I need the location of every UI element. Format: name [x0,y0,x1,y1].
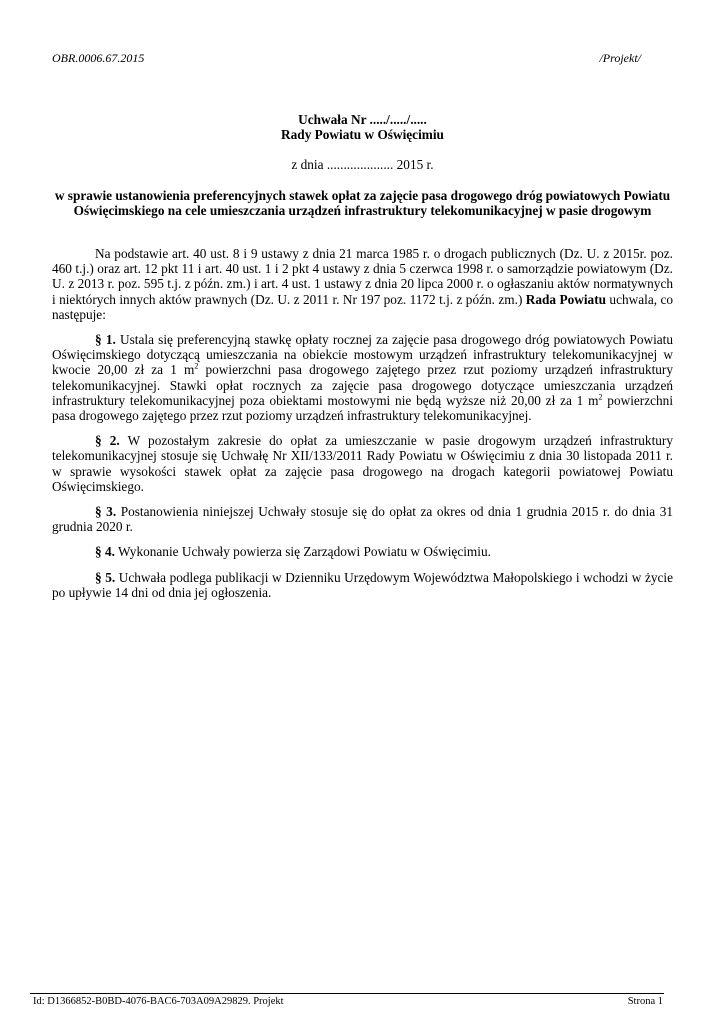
document-reference: OBR.0006.67.2015 [52,51,145,65]
footer-document-id: Id: D1366852-B0BD-4076-BAC6-703A09A29829. Projekt [33,996,284,1007]
resolution-date: z dnia .................... 2015 r. [291,157,434,172]
preamble [52,246,673,322]
preamble-text: Na podstawie art. 40 ust. 8 i 9 ustawy z dnia 21 marca 1985 r. o drogach publicznych (Dz. U. z 2015r. poz. 460 t.j.) oraz art. 12 pkt 11 i art. 40 ust. 1 i 2 pkt 4 ustawy z dnia 5 czerwca 1998 r. o samorządzie powiatowym (Dz. U. z 2013 r. poz. 595 t.j. z późn. zm.) i art. 4 ust. 1 ustawy z dnia 20 lipca 2000 r. o ogłaszaniu aktów normatywnych i niektórych innych aktów prawnych (Dz. U. z 2011 r. Nr 197 poz. 1172 t.j. z późn. zm.) [52,246,673,307]
document-status: /Projekt/ [599,51,641,65]
section-2 [52,433,673,494]
section-5 [52,570,673,600]
section-3 [52,504,673,534]
section-3-text: Postanowienia niniejszej Uchwały stosuje się do opłat za okres od dnia 1 grudnia 2015 r. do dnia 31 grudnia 2020 r. [52,504,673,535]
section-2-label: § 2. [95,433,120,449]
preamble-bold: Rada Powiatu [525,291,607,307]
section-4-label: § 4. [95,544,115,560]
section-4-text: Wykonanie Uchwały powierza się Zarządowi Powiatu w Oświęcimiu. [118,544,491,560]
section-1 [52,332,673,423]
section-2-text: W pozostałym zakresie do opłat za umieszczanie w pasie drogowym urządzeń infrastruktury telekomunikacyjnej stosuje się Uchwałę Nr XII/133/2011 Rady Powiatu w Oświęcimiu z dnia 30 listopada 2011 r. w sprawie wysokości stawek opłat za zajęcie pasa drogowego na drogach kategorii powiatowej Powiatu Oświęcimskiego. [52,433,673,494]
footer-divider [30,993,664,994]
section-1-label: § 1. [95,332,116,348]
footer-page-number: Strona 1 [627,996,663,1007]
section-5-text: Uchwała podlega publikacji w Dzienniku Urzędowym Województwa Małopolskiego i wchodzi w życie po upływie 14 dni od dnia jej ogłoszenia. [52,569,673,600]
section-1-text-c: powierzchni pasa drogowego zajętego przez rzut poziomy urządzeń infrastruktury telekomunikacyjnej. [52,392,674,424]
section-1-sup-a: 2 [194,362,199,371]
section-3-label: § 3. [95,504,117,520]
resolution-number: Uchwała Nr ...../...../..... [298,112,427,127]
document-body [52,246,673,610]
section-1-text-b: powierzchni pasa drogowego zajętego przez rzut poziomy urządzeń infrastruktury telekomunikacyjnej. Stawki opłat rocznych za zajęcie pasa drogowego dotyczące umieszczania urządzeń infrastruktury telekomunikacyjnej poza obiektami mostowymi nie będą wyższe niż 20,00 zł za 1 m [52,362,674,408]
resolution-authority: Rady Powiatu w Oświęcimiu [281,127,444,142]
section-1-text-a: Ustala się preferencyjną stawkę opłaty rocznej za zajęcie pasa drogowego dróg powiatowych Powiatu Oświęcimskiego dotyczącą umieszczania na obiekcie mostowym urządzeń infrastruktury telekomunikacyjnej w kwocie 20,00 zł za 1 m [52,332,674,378]
preamble-tail: uchwala, co następuje: [52,291,673,322]
section-4 [52,544,673,559]
section-5-label: § 5. [95,569,116,585]
section-1-sup-b: 2 [598,392,603,402]
resolution-subject: w sprawie ustanowienia preferencyjnych stawek opłat za zajęcie pasa drogowego dróg powiatowych Powiatu Oświęcimskiego na cele umieszczania urządzeń infrastruktury telekomunikacyjnej w pasie drogowym [54,188,671,219]
